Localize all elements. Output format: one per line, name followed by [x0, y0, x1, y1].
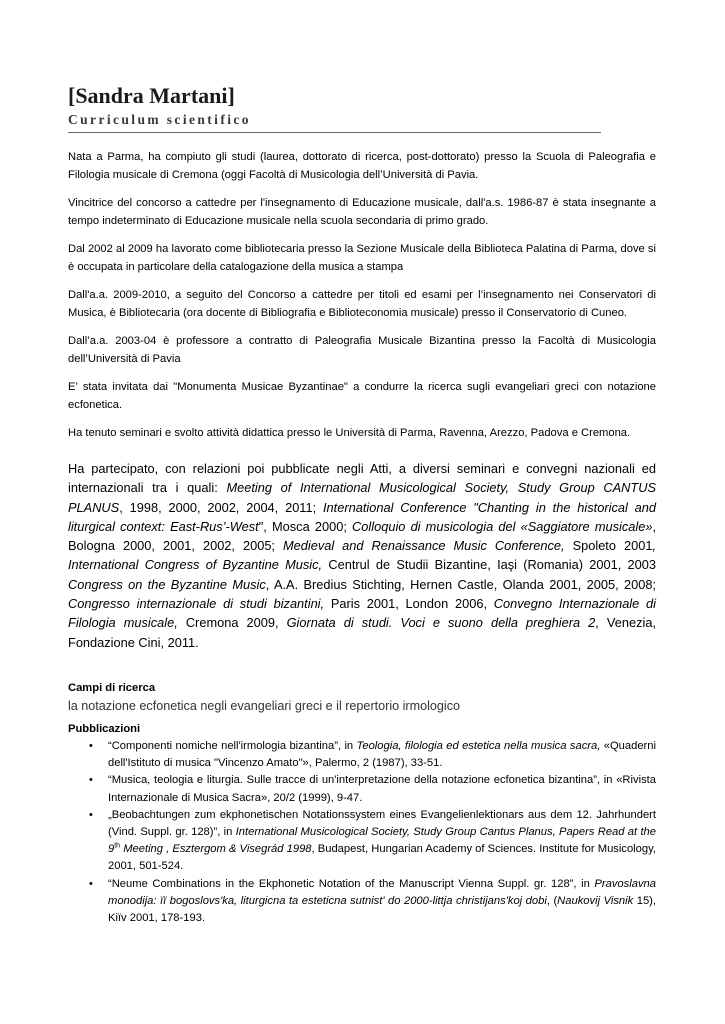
bio-paragraph-professor: Dall’a.a. 2003-04 è professore a contratto di Paleografia Musicale Bizantina presso la Facoltà di Musicologia dell’Università di Pavia [68, 335, 656, 365]
bullet-icon: • [89, 808, 93, 821]
publication-item: • “Musica, teologia e liturgia. Sulle tracce di un'interpretazione della notazione ecfonetica bizantina”, in «Rivista Internazionale di Musica Sacra», 20/2 (1999), 9-47. [89, 774, 656, 804]
publications-list [68, 738, 656, 927]
bio-paragraph-seminars: Ha tenuto seminari e svolto attività didattica presso le Università di Parma, Ravenna, Arezzo, Padova e Cremona. [68, 427, 631, 439]
publication-item: • „Beobachtungen zum ekphonetischen Notationssystem eines Evangelienlektionars aus dem 12. Jahrhundert (Vind. Suppl. gr. 128)”, in International Musicological Society, Study Group Cantus Planus, Papers Read at the 9th Meeting , Esztergom & Visegrád 1998, Budapest, Hungarian Academy of Sciences. Institute for Musicology, 2001, 501-524. [89, 808, 657, 873]
publication-item: • “Componenti nomiche nell'irmologia bizantina”, in Teologia, filologia ed estetica nella musica sacra, «Quaderni dell'Istituto di musica "Vincenzo Amato"», Palermo, 2 (1987), 33-51. [89, 739, 656, 770]
conferences-paragraph: Ha partecipato, con relazioni poi pubblicate negli Atti, a diversi seminari e convegni nazionali ed internazionali tra i quali: Meeting of International Musicological Society, Study Group CANTUS PLANUS, 1998, 2000, 2002, 2004, 2011; International Conference "Chanting in the historical and liturgical context: East-Rus’-West", Mosca 2000; Colloquio di musicologia del «Saggiatore musicale», Bologna 2000, 2001, 2002, 2005; Medieval and Renaissance Music Conference, Spoleto 2001, International Congress of Byzantine Music, Centrul de Studii Bizantine, Iaşi (Romania) 2001, 2003 Congress on the Byzantine Music, A.A. Bredius Stichting, Hernen Castle, Olanda 2001, 2005, 2008; Congresso internazionale di studi bizantini, Paris 2001, London 2006, Convegno Internazionale di Filologia musicale, Cremona 2009, Giornata di studi. Voci e suono della preghiera 2, Venezia, Fondazione Cini, 2011. [68, 461, 657, 650]
document-subtitle: Curriculum scientifico [68, 112, 251, 127]
research-section [68, 680, 656, 715]
bio-paragraph-invitation: E’ stata invitata dai "Monumenta Musicae Byzantinae" a condurre la ricerca sugli evangeliari greci con notazione ecfonetica. [68, 381, 656, 411]
publications-section [68, 721, 656, 927]
bio-paragraph-teaching: Vincitrice del concorso a cattedre per l'insegnamento di Educazione musicale, dall'a.s. 1986-87 è stata insegnante a tempo indeterminato di Educazione musicale nella scuola secondaria di primo grado. [68, 197, 656, 227]
header-divider [68, 132, 601, 133]
bio-paragraph-library: Dal 2002 al 2009 ha lavorato come bibliotecaria presso la Sezione Musicale della Biblioteca Palatina di Parma, dove si è occupata in particolare della catalogazione della musica a stampa [68, 243, 656, 273]
research-text: la notazione ecfonetica negli evangeliari greci e il repertorio irmologico [68, 698, 461, 713]
bio-paragraph-education: Nata a Parma, ha compiuto gli studi (laurea, dottorato di ricerca, post-dottorato) presso la Scuola di Paleografia e Filologia musicale di Cremona (oggi Facoltà di Musicologia dell’Università di Pavia. [68, 151, 656, 181]
research-heading: Campi di ricerca [68, 681, 156, 694]
author-name: [Sandra Martani] [68, 83, 235, 108]
bullet-icon: • [89, 774, 93, 787]
bio-paragraph-conservatory: Dall'a.a. 2009-2010, a seguito del Concorso a cattedre per titoli ed esami per l’insegnamento nei Conservatori di Musica, è Bibliotecaria (ora docente di Bibliografia e Biblioteconomia musicale) presso il Conservatorio di Cuneo. [68, 289, 656, 319]
document-body [68, 148, 656, 927]
publication-item: • “Neume Combinations in the Ekphonetic Notation of the Manuscript Vienna Suppl. gr. 128”, in Pravoslavna monodija: ïï bogoslovs'ka, liturgicna ta esteticna sutnist' do 2000-littja christijans'koj dobi, (Naukovij Visnik 15), Kiïv 2001, 178-193. [89, 877, 656, 924]
bullet-icon: • [89, 739, 93, 752]
bullet-icon: • [89, 877, 93, 890]
publications-heading: Pubblicazioni [68, 722, 141, 735]
